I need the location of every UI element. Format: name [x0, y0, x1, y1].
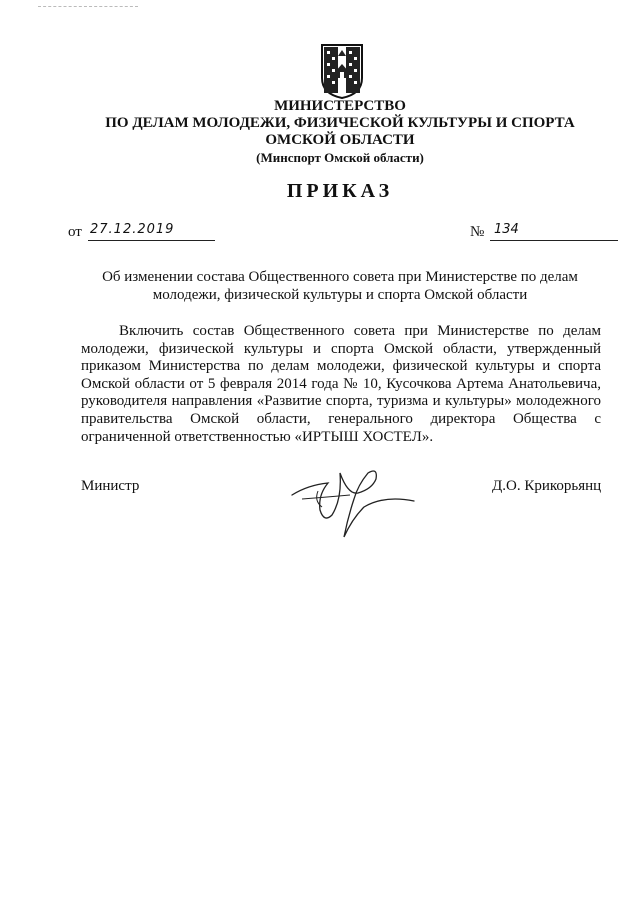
order-body: Включить состав Общественного совета при Министерстве по делам молодежи, физической культуры и спорта Омской области, утвержденный приказом Министерства по делам молодежи, физической культуры и спорта Омской области от 5 февраля 2014 года № 10, Кусочкова Артема Анатольевича, руководителя направления «Развитие спорта, туризма и культуры» молодежного правительства Омской области, генерального директора Общества с ограниченной ответственностью «ИРТЫШ ХОСТЕЛ». [81, 323, 601, 445]
date-underline [88, 240, 215, 241]
scan-mark [38, 6, 138, 7]
signature-icon [288, 455, 418, 545]
ministry-name-line-2: ПО ДЕЛАМ МОЛОДЕЖИ, ФИЗИЧЕСКОЙ КУЛЬТУРЫ И СПОРТА [105, 115, 575, 131]
signer-name: Д.О. Крикорьянц [492, 478, 602, 494]
coat-of-arms-icon [318, 42, 366, 100]
signer-title: Министр [81, 478, 140, 494]
number-value: 134 [494, 222, 519, 237]
date-value: 27.12.2019 [90, 222, 175, 237]
subject-line-2: молодежи, физической культуры и спорта Омской области [152, 287, 528, 303]
number-underline [490, 240, 618, 241]
order-subject [80, 268, 600, 304]
ministry-short-name: (Минспорт Омской области) [256, 150, 424, 165]
document-title: ПРИКАЗ [286, 180, 394, 202]
number-prefix: № [470, 224, 485, 240]
date-number-row [68, 224, 618, 244]
ministry-name-line-1: МИНИСТЕРСТВО [274, 98, 406, 114]
subject-line-1: Об изменении состава Общественного совета при Министерстве по делам [102, 269, 578, 285]
date-prefix: от [68, 224, 82, 240]
ministry-name-line-3: ОМСКОЙ ОБЛАСТИ [265, 132, 415, 148]
